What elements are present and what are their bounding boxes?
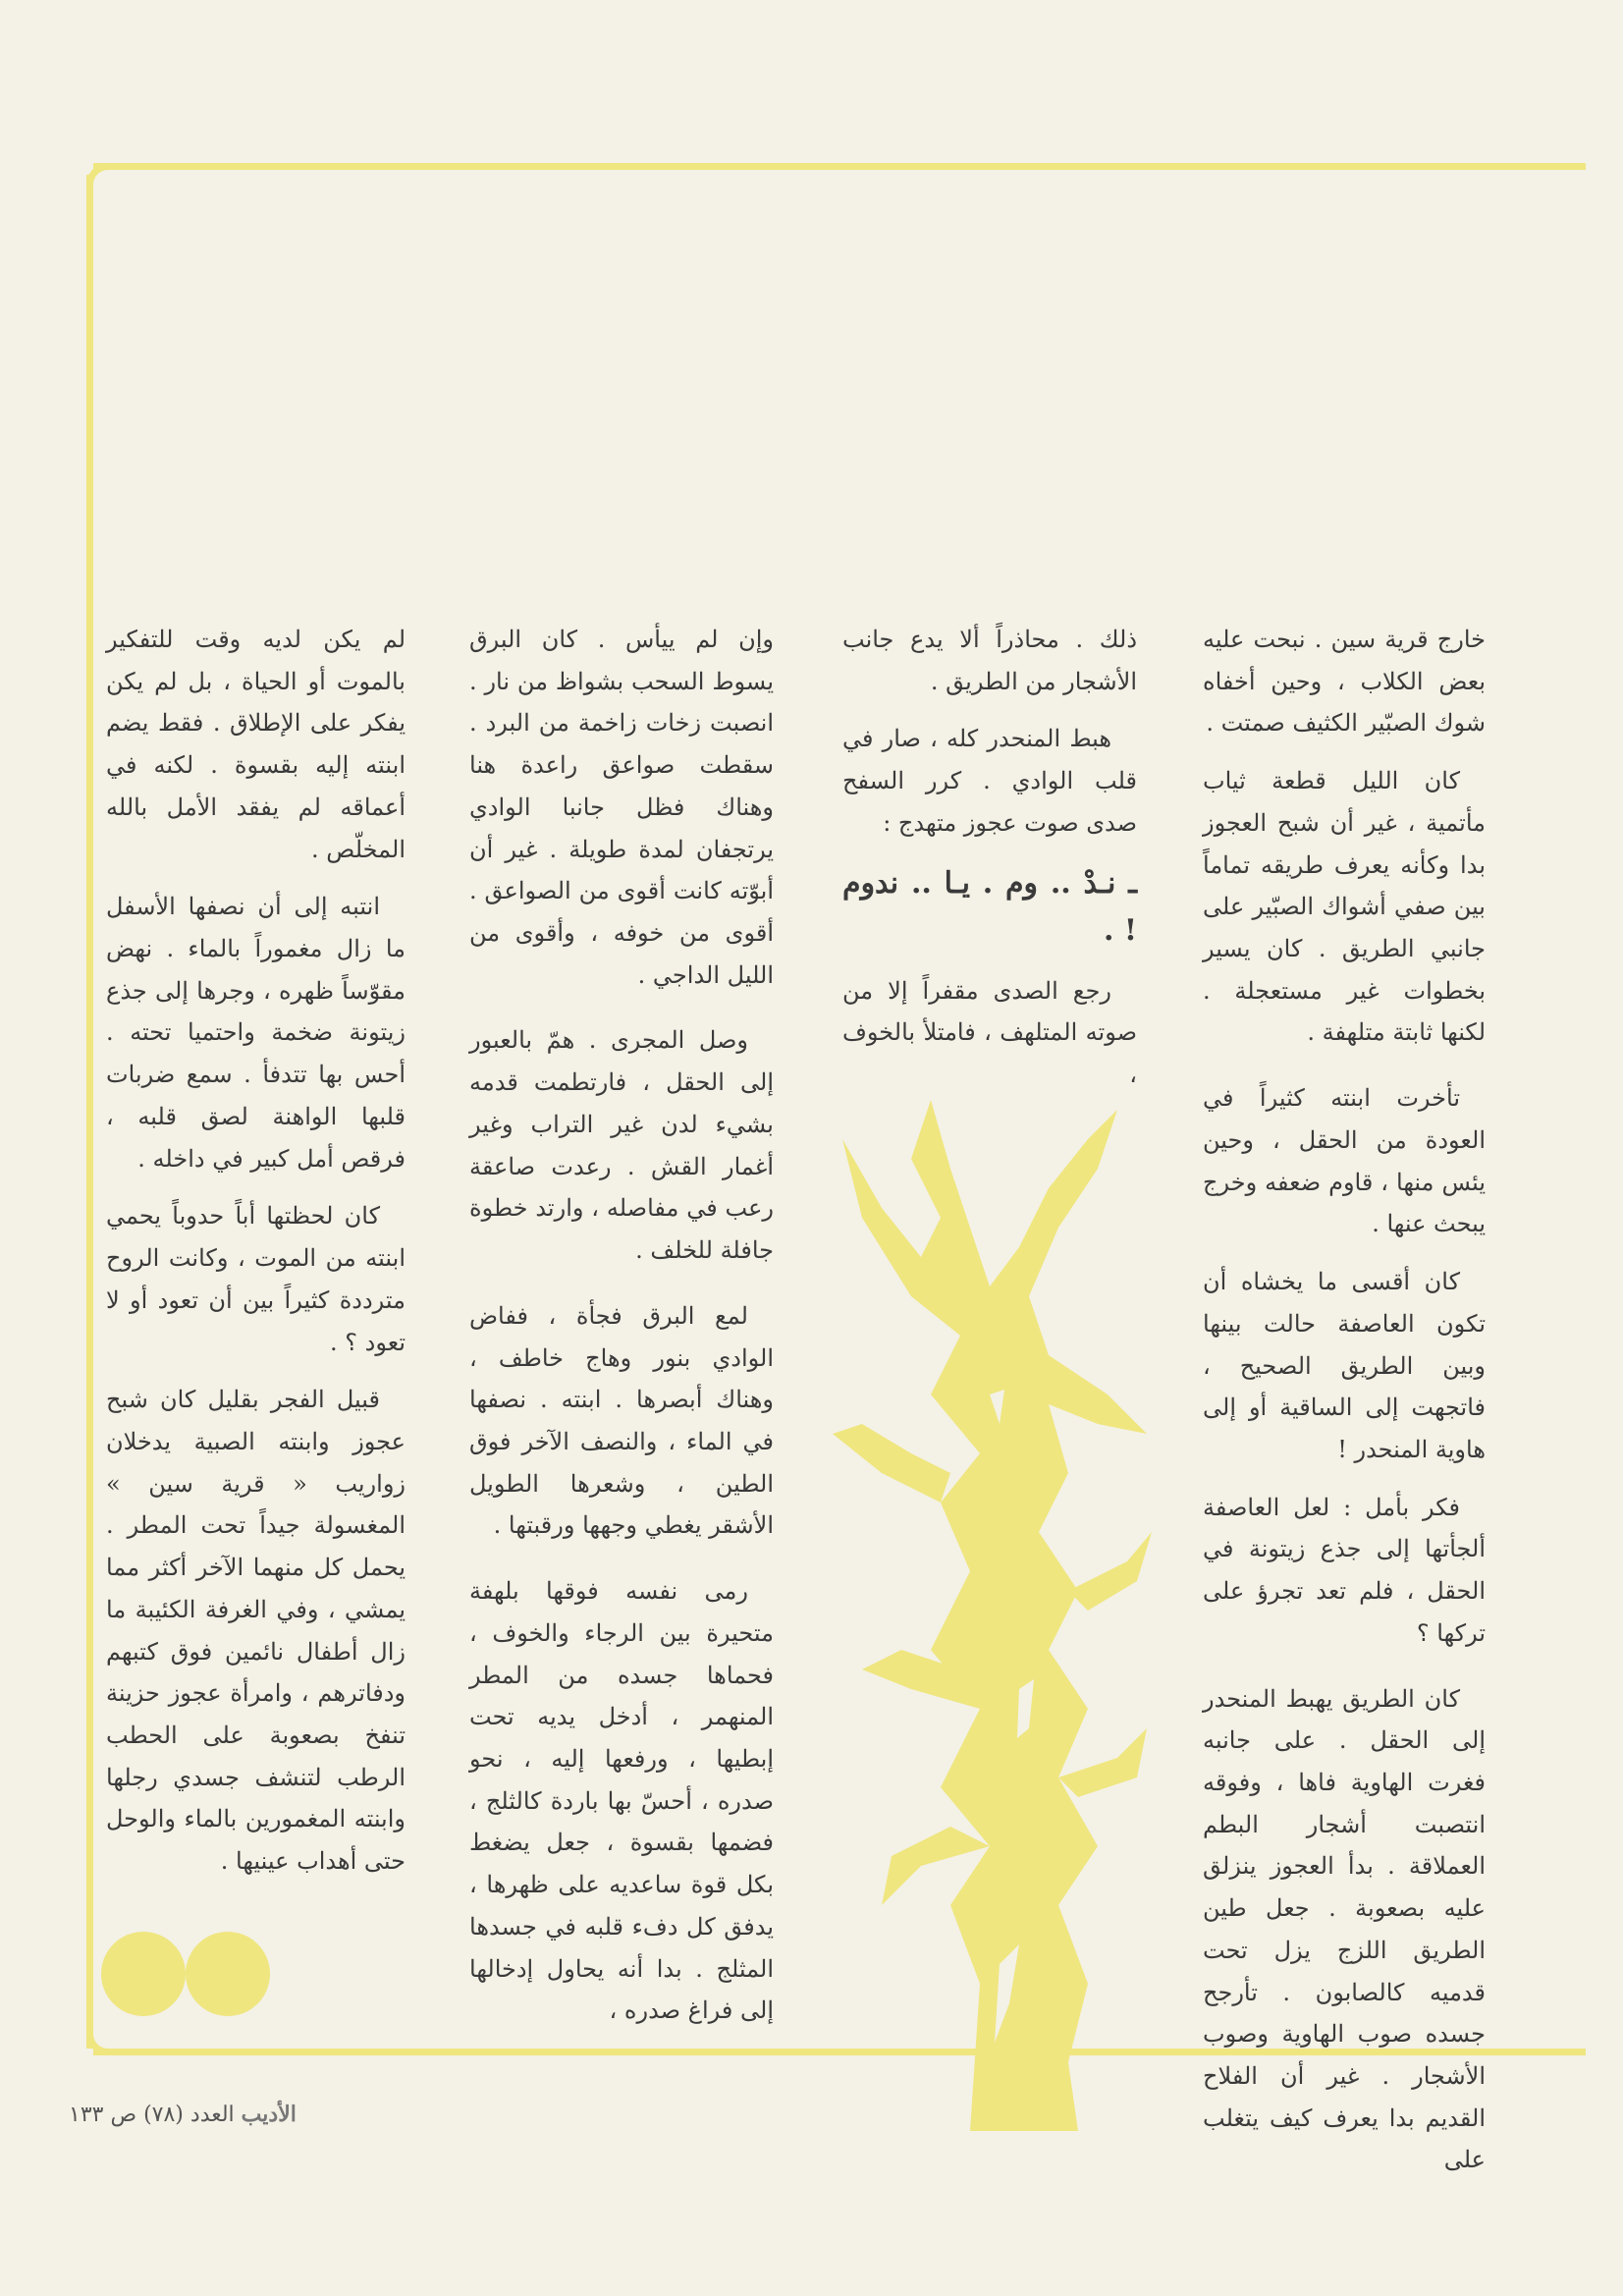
page-number: ١٣٣ [69, 2103, 104, 2127]
page-footer [69, 2102, 297, 2127]
paragraph: فكر بأمل : لعل العاصفة ألجأتها إلى جذع زيتونة في الحقل ، فلم تعد تجرؤ على تركها ؟ [1203, 1493, 1486, 1647]
text-column-1 [1203, 619, 1486, 2197]
magazine-name: الأديب [241, 2102, 297, 2127]
issue-label: العدد [189, 2103, 235, 2127]
issue-number: (٧٨) [143, 2103, 184, 2127]
text-column-2 [842, 619, 1137, 1112]
paragraph: ذلك . محاذراً ألا يدع جانب الأشجار من الطريق . [842, 626, 1137, 695]
frame-top-rule [93, 163, 1586, 170]
paragraph: كان لحظتها أباً حدوباً يحمي ابنته من الموت ، وكانت الروح مترددة كثيراً بين أن تعود أو لا تعود ؟ . [106, 1202, 406, 1356]
paragraph: هبط المنحدر كله ، صار في قلب الوادي . كرر السفح صدى صوت عجوز متهدج : [842, 725, 1137, 837]
tree-illustration [823, 1100, 1157, 2131]
paragraph: انتبه إلى أن نصفها الأسفل ما زال مغموراً بالماء . نهض مقوّساً ظهره ، وجرها إلى جذع زيتونة ضخمة واحتميا تحته . أحس بها تتدفأ . سمع ضربات قلبها الواهنة لصق قلبه ، فرقص أمل كبير في داخله . [106, 893, 406, 1173]
paragraph: لمع البرق فجأة ، ففاض الوادي بنور وهاج خاطف ، وهناك أبصرها . ابنته . نصفها في الماء ، والنصف الآخر فوق الطين ، وشعرها الطويل الأشقر يغطي وجهها ورقبتها . [469, 1301, 774, 1540]
paragraph: كان الطريق يهبط المنحدر إلى الحقل . على جانبه فغرت الهاوية فاها ، وفوقه انتصبت أشجار البطم العملاقة . بدأ العجوز ينزلق عليه بصعوبة . جعل طين الطريق اللزج يزل تحت قدميه كالصابون . تأرجح جسده صوب الهاوية وصوب الأشجار . غير أن الفلاح القديم بدا يعرف كيف يتغلب على [1203, 1684, 1486, 2174]
paragraph: قبيل الفجر بقليل كان شبح عجوز وابنته الصبية يدخلان زواريب « قرية سين » المغسولة جيداً تحت المطر . يحمل كل منهما الآخر أكثر مما يمشي ، وفي الغرفة الكئيبة ما زال أطفال نائمين فوق كتبهم ودفاترهم ، وامرأة عجوز حزينة تنفخ بصعوبة على الحطب الرطب لتنشف جسدي رجلها وابنته المغمورين بالماء والوحل حتى أهداب عينيها . [106, 1386, 406, 1876]
paragraph: كان الليل قطعة ثياب مأتمية ، غير أن شبح العجوز بدا وكأنه يعرف طريقه تماماً بين صفي أشواك الصبّير على جانبي الطريق . كان يسير بخطوات غير مستعجلة . لكنها ثابتة متلهفة . [1203, 767, 1486, 1047]
echo-call: ـ نـدْ .. وم . يـا .. ندوم ! . [842, 865, 1137, 948]
text-column-4 [106, 619, 406, 1898]
frame-left-rule [86, 175, 93, 2049]
decorative-circle-left [101, 1932, 186, 2016]
decorative-circle-right [186, 1932, 270, 2016]
paragraph: وصل المجرى . همّ بالعبور إلى الحقل ، فارتطمت قدمه بشيء لدن غير التراب وغير أغمار القش . رعدت صاعقة رعب في مفاصله ، وارتد خطوة جافلة للخلف . [469, 1026, 774, 1265]
paragraph: رجع الصدى مقفراً إلا من صوته المتلهف ، فامتلأ بالخوف ، [842, 976, 1137, 1089]
paragraph: تأخرت ابنته كثيراً في العودة من الحقل ، وحين يئس منها ، قاوم ضعفه وخرج يبحث عنها . [1203, 1084, 1486, 1238]
paragraph: لم يكن لديه وقت للتفكير بالموت أو الحياة ، بل لم يكن يفكر على الإطلاق . فقط يضم ابنته إليه بقسوة . لكنه في أعماقه لم يفقد الأمل بالله المخلّص . [106, 626, 406, 863]
paragraph: كان أقسى ما يخشاه أن تكون العاصفة حالت بينها وبين الطريق الصحيح ، فاتجهت إلى الساقية أو إلى هاوية المنحدر ! [1203, 1268, 1486, 1463]
page-label: ص [110, 2103, 137, 2127]
text-column-3 [469, 619, 774, 2048]
paragraph: خارج قرية سين . نبحت عليه بعض الكلاب ، وحين أخفاه شوك الصبّير الكثيف صمتت . [1203, 626, 1486, 738]
paragraph: رمى نفسه فوقها بلهفة متحيرة بين الرجاء والخوف ، فحماها جسده من المطر المنهمر ، أدخل يديه تحت إبطيها ، ورفعها إليه ، نحو صدره ، أحسّ بها باردة كالثلج ، فضمها بقسوة ، جعل يضغط بكل قوة ساعديه على ظهرها ، يدفق كل دفء قلبه في جسدها المثلج . بدا أنه يحاول إدخالها إلى فراغ صدره ، [469, 1577, 774, 2025]
paragraph: وإن لم ييأس . كان البرق يسوط السحب بشواظ من نار . انصبت زخات زاخمة من البرد . سقطت صواعق راعدة هنا وهناك فظل جانبا الوادي يرتجفان لمدة طويلة . غير أن أبوّته كانت أقوى من الصواعق . أقوى من خوفه ، وأقوى من الليل الداجي . [469, 626, 774, 989]
